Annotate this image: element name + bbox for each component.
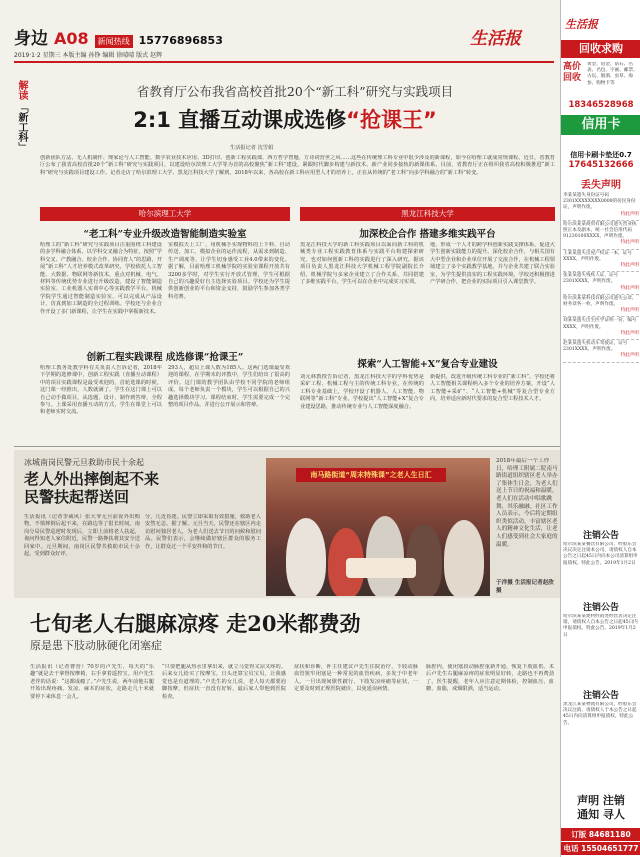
lost-notice-item: [563, 221, 639, 250]
ad-order-phone-1: 订版 84681180: [561, 828, 640, 841]
lost-notice-tag: 特此声明: [620, 211, 639, 217]
main-byline: 生活报记者 沈雪娟: [230, 145, 274, 151]
lost-notice-item: [563, 192, 639, 221]
page-number: A08: [54, 29, 89, 48]
usth-col-4: 新提供，改进升级传统工科专业的“新工科”。学校还将人工智能相关课程纳入多个专业的培养方案，开设“人工智能+采矿”、“人工智能+机械”等复合型专业方向，培养适应新时代要求的复合型工程技术人才。: [430, 374, 555, 403]
lost-notice-text: 赵某某遗失机动车驾驶证，证号2301XXXX，声明作废。: [563, 341, 628, 353]
lost-notice-text: 刘某某遗失出生医学证明一份，编号XXXX，声明作废。: [563, 318, 637, 330]
lost-notice-text: 李某某遗失身份证号码2301XXXXXXXX0000的居民身份证，声明作废。: [563, 193, 636, 211]
health-col-1: 生活报讯（记者曹营）70岁的卢先生，每天的“乐趣”就是去干拿督按摩椅，右手拿着遥控宝。用卢先生老伴的话说：“这都成瘾了。”卢先生说，两年前他右腿开始出现疼痛、发凉、麻木的症状，走路走几十米就要停下来休息一会儿。: [30, 664, 154, 700]
page-header: [0, 0, 560, 64]
usth-col-1: 黑龙江科技大学的新工科实践项目以面向新工科的机械类专业工程实践教育体系与实践平台构建探索研究，也对如何创新工科的实践进行了深入研究。据该项目负责人黑龙江科技大学机械工程学院副院长介绍，机械学院与多家企业建立了合作关系，共同搭建了多维实践平台，学生可以在企业中完成实习实训。: [300, 242, 424, 286]
lost-notice-item: [563, 340, 639, 363]
hotline-phone: 15776896853: [138, 34, 223, 47]
headline-accent: “抢课王”: [346, 108, 437, 132]
main-kicker: 省教育厅公布我省高校首批20个“新工科”研究与实践项目: [136, 84, 454, 99]
cancellation-notice-2-title: 注销公告: [582, 603, 619, 613]
credit-card-header: 信用卡: [561, 115, 640, 135]
hrbust-col-1: 哈理工的“新工科”研究与实践项目注重围绕工科建设的多学科融合体系，以学科交叉融合为特征，按照“学科交叉、产教融合、校企合作、协同育人”的思路，开展“新工科”人才培养模式改革研究。学校依托人工智能、大数据、物联网等新技术，重点对机械、电气、材料等传统优势专业进行升级改造，建设了智能制造实验室、工业机器人实训中心等实践教学平台。机械学院学生通过智能制造实验室，可以完成从产品设计、仿真到加工制造的全过程训练。学校还与企业合作开设了多门新课程，让学生在实践中掌握新技术。: [40, 242, 162, 315]
photo-credit: 于洋摄 生活报记者赵欣摄: [496, 580, 554, 594]
credit-card-desc: 信用卡刷卡垫还0.7: [570, 151, 632, 159]
section-divider: [14, 446, 560, 447]
rescue-title-line-2: 民警扶起帮送回: [24, 488, 130, 506]
header-left: [14, 24, 223, 49]
rescue-col-1: 生活报讯（记者李威风）张大爷元旦前夜外出购物，不慎摔倒后起不来，在路边等了很长时间。南岗分局民警巡逻时发现后，立即上前将老人扶起，询问得知老人家住附近，民警一路搀扶将其安全送回家中。元旦期间，南岗区民警共救助市民十余起，受到群众好评。: [24, 514, 140, 558]
hrbust-subhead-1: “老工科”专业升级改造智能制造实验室: [83, 229, 247, 240]
health-col-4: 脉腔内，使闭塞段动脉腔重新开通，恢复下肢血供。术后卢先生右腿麻凉疼的症状明显好转，走路也不再费劲了。医生提醒，老年人应注意定期体检，控制血压、血糖、血脂，戒烟限酒，适当运动。: [426, 664, 554, 693]
recycle-desc: 黄金、铂金、钻石、名表、名包、字画、邮票、古玩、烟酒、虫草、海参、购物卡等: [587, 62, 638, 86]
photo-person: [366, 516, 404, 596]
section-name: 身边: [14, 29, 48, 49]
headline-text: 2:1 直播互动课成选修: [133, 108, 347, 132]
usth-col-3: 刘元林教授告诉记者，黑龙江科技大学的学科优势是采矿工程、机械工程与主的传统工科专业，在传统的工科专业基础上，学校开设了机器人、人工智能、物联网等“新工科”专业。学校提出“人工智能+X”复合专业建设思路，推动传统专业与人工智能深度融合。: [300, 374, 424, 410]
main-headline: [40, 104, 530, 134]
cancellation-notice-1-text: 哈尔滨某某餐饮有限公司，经股东会决议决定注销本公司，请债权人自本公告之日起45日内向本公司清算组申报债权。特此公告。2019年1月2日: [563, 542, 638, 566]
health-headline: 七旬老人右腿麻凉疼 走20米都费劲: [30, 611, 361, 636]
health-col-3: 症状和诊断，补主任建议卢先生住院治疗，下肢动脉血管狭窄闭塞是一种常见的血管疾病，多发于中老年人。一旦出现间歇性跛行、下肢发凉疼痛等症状，一定要及时到正规医院就诊，以免延误病情。: [294, 664, 418, 693]
lost-notice-item: [563, 317, 639, 340]
lost-notice-header: 丢失声明: [581, 180, 621, 191]
newspaper-logo: 生活报: [470, 29, 521, 49]
side-tag-topic: 「新工科」: [16, 102, 27, 152]
issue-meta: 2019·1·2 星期三 本版主编 孙铮 编辑 徐晴晴 版式 赵辉: [14, 52, 163, 59]
photo-person: [286, 518, 326, 596]
lost-notice-tag: 特此声明: [620, 330, 639, 336]
lost-notice-text: 王某某遗失房屋产权证一本，证号XXXX，声明作废。: [563, 250, 632, 262]
header-rule: [14, 61, 554, 63]
lost-notice-text: 哈尔滨某某科技有限公司遗失公章、财务章各一枚，声明作废。: [563, 295, 637, 308]
classifieds-footer-title: [561, 794, 640, 822]
birthday-cake: [346, 558, 416, 578]
lost-notice-tag: 特此声明: [620, 263, 639, 269]
lost-notice-text: 张某某遗失残疾人证，证号2301XXXX，声明作废。: [563, 273, 619, 285]
ad-order-phone-2: 电话 15504651777: [561, 842, 640, 855]
hrbust-col-3: 哈理工教务处教学科有关负责人告诉记者，2018年下学期的选修课中，创新工程实践（直播互动课程）中的项目实践课程是最受欢迎的，首轮选课的时候，这门课一经推出，人数就满了。学生在这门课上可以自己动手做项目，从选题、设计、制作到答辩，全程参与。上课采用直播互动的方式，学生在课堂上可以和老师实时交流。: [40, 365, 162, 416]
footer-title-line-1: 声明 注销: [577, 794, 625, 807]
photo-person: [444, 520, 484, 596]
hrbust-banner: 哈尔滨理工大学: [40, 207, 290, 221]
photo-caption-text: 2018年最后一个工作日，哈理工附属二院南马路街道组织辖区老人举办了集体生日会，为老人们送上节日的祝福和温暖。老人们在活动中唱歌跳舞，其乐融融。社区工作人员表示，今后将定期组织类似活动，丰富辖区老人的精神文化生活，让老人们感受到社会大家庭的温暖。: [496, 458, 558, 548]
photo-banner-text: 南马路街道“周末特殊课”之老人生日汇: [296, 468, 446, 482]
hotline-label: 新闻热线: [95, 35, 133, 48]
rescue-col-2: 分，几近昏迷。民警立即采取有效措施，救助老人安然无恙。据了解，元旦当天，民警还在辖区内走访慰问独居老人，为老人们送去节日的问候和慰问品。民警们表示，会继续做好辖区群众的服务工作，让群众过一个平安祥和的节日。: [145, 514, 261, 550]
lost-notice-list: [563, 192, 639, 507]
hrbust-col-2: 室模拟天上工厂，用机械手实现物料的上下料、自动传送、加工、模拟企业的运作流程，从需求到制造、生产调度等，让学生切身感受工业4.0带来的变化。据了解，目前哈理工机械学院的实验室课程开放共有3200多学时，对学生实行开放式管理，学生可根据自己的兴趣爱好自主选择实验项目。学校还为学生提供创新创业的平台和资金支持，鼓励学生参加各类学科竞赛。: [168, 242, 290, 300]
lost-notice-text: 哈尔滨某某商贸有限公司遗失营业执照正本及副本，统一社会信用代码91230100XXXX，声明作废。: [563, 221, 637, 240]
recycle-sub: 高价回收: [563, 62, 582, 83]
credit-card-phone: 17645132666: [568, 160, 634, 170]
main-lead: 创新团队方法、无人机制作、理家论与人工智能、数字农业技术应用、3D打印、创新工程实践课、西方哲学智题、方诗词营世之风……这些在传统理工科专业中很少涉及的新课程，如今在哈理工就成常规课程。近日，省教育厅公布了我省高校首批20个“新工科”研究与实践项目，以建设哈尔滨理工大学等为首的高校聚焦“新工科”建设，紧跟时代脚步构建与新技术、新产业同步接轨的新课体系。目前，省教育厅正在组织我省高校积极推进“新工科”研究与实践项目建设工作。记者走访了哈尔滨理工大学、黑龙江科技大学了解到，2018年以来，各高校在新工科应用型人才的培养上，正在从传统的“老工科”向多学科融合的“新工科”转变。: [40, 155, 555, 176]
topic-side-tag: [14, 80, 30, 152]
lost-notice-item: [563, 272, 639, 295]
lost-notice-tag: 特此声明: [620, 285, 639, 291]
footer-title-line-2: 通知 寻人: [577, 808, 625, 821]
usth-col-2: 地，形成一个人才的跨学科创新实践支撑体系，促进大学生创新实践能力的提升。深化校企合作，与相关国有大中型企业和企业单位开展了交流合作，在机械工程领域建立了多个实践教学基地，并与企业共建了联合实验室，为学生提供真实的工程实践环境。学校还积极推进产学研合作，把企业的实际项目引入课堂教学。: [430, 242, 555, 286]
health-subheadline: 原是患下肢动脉硬化闭塞症: [30, 639, 162, 652]
lost-notice-item: [563, 250, 639, 273]
cancellation-notice-3-text: 黑龙江某某物流有限公司，经股东会决议注销，请债权人于本公告之日起45日内向清算组申报债权。特此公告。: [563, 702, 637, 726]
usth-banner: 黑龙江科技大学: [300, 207, 555, 221]
birthday-event-photo: [266, 458, 490, 596]
health-col-2: “只要把腿从热水里拿出来，就立马觉得又凉又疼的。后来女儿给买了按摩宝，日头还算宝贝宝贝，让我感觉也是有道理的。”卢先生的女儿说，老人每天都要泡脚按摩，但症状一直没有好转，最后家人带他到医院检查。: [162, 664, 286, 700]
lost-notice-tag: 特此声明: [620, 308, 639, 314]
cancellation-notice-2-text: 哈尔滨某某建材经销处经营者决定注销，请债权人自本公告之日起45日内申报债权。特此公告。2019年1月2日: [563, 614, 638, 638]
lost-notice-tag: 特此声明: [620, 353, 639, 359]
rescue-kicker: 冰城南岗民警元旦救助市民十余起: [24, 458, 144, 467]
usth-subhead-1: 加深校企合作 搭建多维实践平台: [359, 229, 496, 240]
classifieds-column: [560, 0, 640, 857]
recycle-header: 回收求购: [561, 40, 640, 58]
recycle-phone: 18346528968: [568, 100, 634, 110]
lost-notice-tag: 特此声明: [620, 240, 639, 246]
side-tag-label: 解读: [16, 80, 27, 100]
classifieds-logo: 生活报: [565, 18, 598, 31]
cancellation-notice-3-title: 注销公告: [582, 691, 619, 701]
photo-caption: [496, 458, 558, 596]
rescue-title-line-1: 老人外出摔倒起不来: [24, 470, 160, 488]
lost-notice-item: [563, 295, 639, 318]
usth-subhead-2: 探索“人工智能+X”复合专业建设: [357, 359, 498, 370]
hrbust-col-4: 293人，超员上课人数为185人。这两门选课最受欢迎的课程，在学期末的评教中，学生们给出了很高的评价。这门课的教学团队由学校不同学院的老师组成，每个老师负责一个模块，学生可以根据自己的兴趣选择模块学习。课程结束时，学生需要完成一个完整的项目作品，并进行公开展示和答辩。: [168, 365, 290, 409]
hrbust-subhead-2: 创新工程实践课程 成选修课“抢课王”: [86, 352, 244, 363]
rescue-title: [24, 470, 159, 506]
cancellation-notice-1-title: 注销公告: [582, 531, 619, 541]
